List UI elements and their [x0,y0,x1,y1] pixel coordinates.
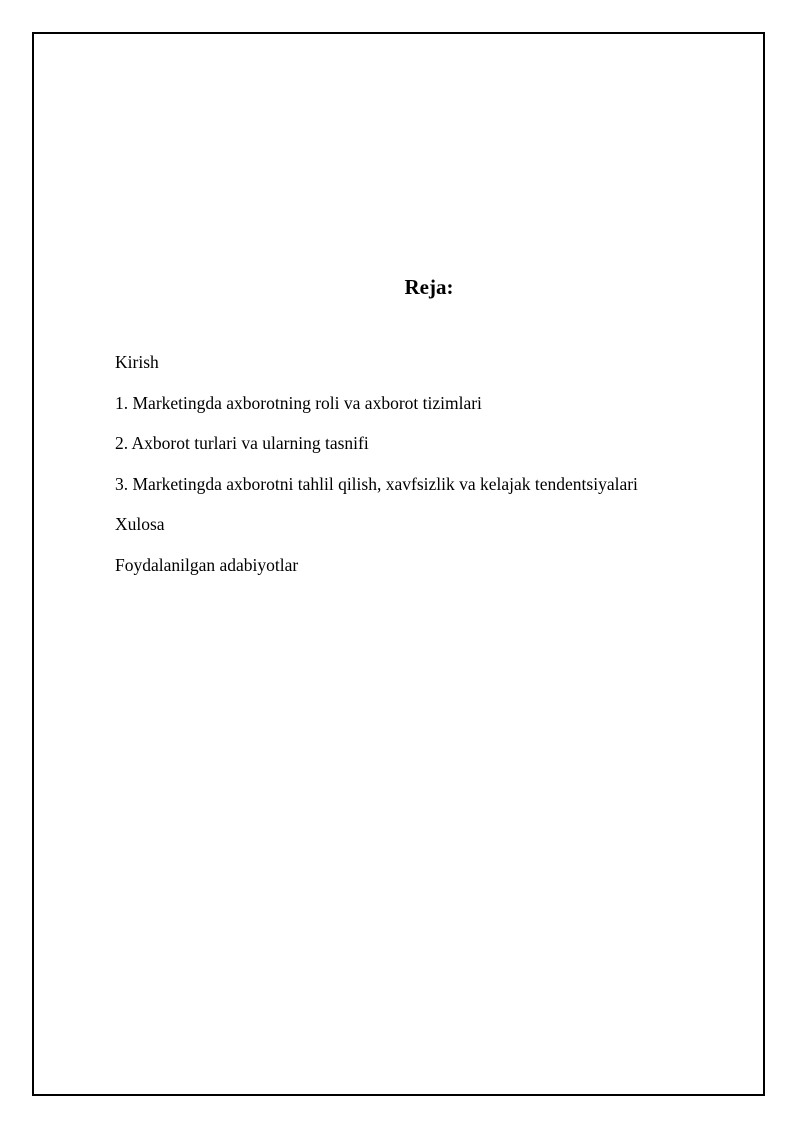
toc-item-chapter-2: 2. Axborot turlari va ularning tasnifi [115,433,369,453]
page-title: Reja: [404,275,454,299]
toc-item-introduction: Kirish [115,352,159,372]
toc-item-chapter-1: 1. Marketingda axborotning roli va axborot tizimlari [115,392,482,413]
toc-item-conclusion: Xulosa [115,514,165,534]
toc-item-references: Foydalanilgan adabiyotlar [115,554,299,575]
toc-item-chapter-3: 3. Marketingda axborotni tahlil qilish, xavfsizlik va kelajak tendentsiyalari [115,473,638,494]
table-of-contents [115,351,638,594]
